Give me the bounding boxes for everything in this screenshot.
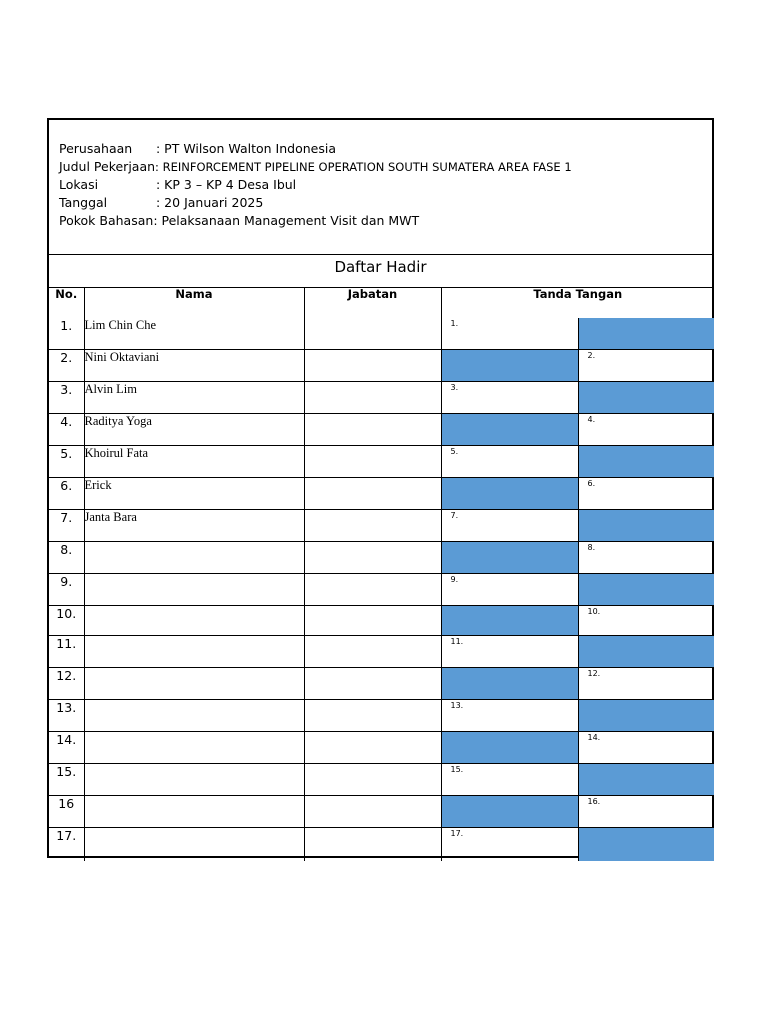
table-row xyxy=(49,445,714,477)
attendee-name: Janta Bara xyxy=(84,509,304,541)
signature-shaded-cell xyxy=(441,605,578,635)
table-row xyxy=(49,795,714,827)
header-position: Jabatan xyxy=(304,287,441,318)
attendee-position xyxy=(304,413,441,445)
signature-shaded-cell xyxy=(578,763,714,795)
signature-number: 7. xyxy=(450,510,459,520)
attendee-name: Nini Oktaviani xyxy=(84,349,304,381)
table-row xyxy=(49,667,714,699)
table-row xyxy=(49,318,714,349)
attendee-name xyxy=(84,795,304,827)
table-row xyxy=(49,573,714,605)
signature-shaded-cell xyxy=(578,445,714,477)
attendee-name: Khoirul Fata xyxy=(84,445,304,477)
signature-slot xyxy=(578,795,714,827)
signature-shaded-cell xyxy=(441,477,578,509)
row-number: 15. xyxy=(49,763,84,795)
signature-number: 15. xyxy=(450,764,464,774)
signature-number: 1. xyxy=(450,319,459,328)
signature-number: 14. xyxy=(587,732,601,742)
signature-shaded-cell xyxy=(578,573,714,605)
attendee-position xyxy=(304,381,441,413)
table-row xyxy=(49,541,714,573)
header-signature: Tanda Tangan xyxy=(441,287,714,318)
signature-number: 8. xyxy=(587,542,596,552)
attendee-name xyxy=(84,541,304,573)
table-row xyxy=(49,635,714,667)
signature-number: 13. xyxy=(450,700,464,710)
signature-slot xyxy=(578,349,714,381)
signature-shaded-cell xyxy=(441,349,578,381)
signature-number: 4. xyxy=(587,414,596,424)
row-number: 17. xyxy=(49,827,84,861)
signature-shaded-cell xyxy=(578,827,714,861)
row-number: 2. xyxy=(49,349,84,381)
row-number: 4. xyxy=(49,413,84,445)
signature-number: 6. xyxy=(587,478,596,488)
job-row xyxy=(59,158,712,176)
attendee-name xyxy=(84,605,304,635)
topic-row xyxy=(59,212,712,230)
signature-slot xyxy=(441,445,578,477)
signature-number: 10. xyxy=(587,606,601,616)
attendee-name xyxy=(84,573,304,605)
date-row xyxy=(59,194,712,212)
signature-slot xyxy=(578,605,714,635)
table-row xyxy=(49,509,714,541)
header-name: Nama xyxy=(84,287,304,318)
row-number: 13. xyxy=(49,699,84,731)
attendee-position xyxy=(304,827,441,861)
signature-slot xyxy=(578,731,714,763)
header-no: No. xyxy=(49,287,84,318)
attendee-name: Erick xyxy=(84,477,304,509)
topic-label: Pokok Bahasan xyxy=(59,213,154,228)
signature-number: 16. xyxy=(587,796,601,806)
signature-slot xyxy=(441,573,578,605)
meeting-info xyxy=(49,120,712,255)
row-number: 12. xyxy=(49,667,84,699)
attendee-name: Raditya Yoga xyxy=(84,413,304,445)
attendee-position xyxy=(304,763,441,795)
attendee-position xyxy=(304,795,441,827)
attendee-name: Alvin Lim xyxy=(84,381,304,413)
signature-shaded-cell xyxy=(441,795,578,827)
row-number: 1. xyxy=(49,318,84,349)
table-row xyxy=(49,477,714,509)
attendee-name xyxy=(84,635,304,667)
row-number: 9. xyxy=(49,573,84,605)
location-value: : KP 3 – KP 4 Desa Ibul xyxy=(156,177,297,192)
signature-shaded-cell xyxy=(441,667,578,699)
signature-shaded-cell xyxy=(578,318,714,349)
attendee-position xyxy=(304,605,441,635)
table-row xyxy=(49,827,714,861)
attendee-position xyxy=(304,635,441,667)
row-number: 16 xyxy=(49,795,84,827)
signature-number: 5. xyxy=(450,446,459,456)
attendance-sheet xyxy=(47,118,714,858)
table-row xyxy=(49,731,714,763)
signature-shaded-cell xyxy=(441,731,578,763)
row-number: 10. xyxy=(49,605,84,635)
row-number: 3. xyxy=(49,381,84,413)
signature-shaded-cell xyxy=(578,509,714,541)
attendee-name xyxy=(84,699,304,731)
signature-slot xyxy=(578,477,714,509)
row-number: 14. xyxy=(49,731,84,763)
table-row xyxy=(49,381,714,413)
row-number: 8. xyxy=(49,541,84,573)
signature-number: 17. xyxy=(450,828,464,838)
attendee-position xyxy=(304,445,441,477)
attendee-name xyxy=(84,763,304,795)
signature-slot xyxy=(441,509,578,541)
attendee-name xyxy=(84,827,304,861)
table-row xyxy=(49,349,714,381)
attendee-position xyxy=(304,731,441,763)
location-label: Lokasi xyxy=(59,177,99,192)
date-value: : 20 Januari 2025 xyxy=(156,195,264,210)
attendee-position xyxy=(304,318,441,349)
attendee-position xyxy=(304,541,441,573)
signature-slot xyxy=(441,635,578,667)
row-number: 5. xyxy=(49,445,84,477)
attendee-position xyxy=(304,477,441,509)
signature-slot xyxy=(578,413,714,445)
signature-number: 2. xyxy=(587,350,596,360)
signature-slot xyxy=(578,541,714,573)
topic-value: : Pelaksanaan Management Visit dan MWT xyxy=(153,213,420,228)
attendee-position xyxy=(304,573,441,605)
attendee-position xyxy=(304,349,441,381)
attendee-position xyxy=(304,667,441,699)
attendance-table xyxy=(49,287,714,861)
location-row xyxy=(59,176,712,194)
attendance-rows xyxy=(49,318,714,861)
signature-slot xyxy=(441,381,578,413)
attendee-position xyxy=(304,509,441,541)
signature-slot xyxy=(441,763,578,795)
row-number: 7. xyxy=(49,509,84,541)
signature-number: 3. xyxy=(450,382,459,392)
signature-shaded-cell xyxy=(578,381,714,413)
attendee-position xyxy=(304,699,441,731)
job-label: Judul Pekerjaan xyxy=(59,159,156,174)
signature-shaded-cell xyxy=(578,635,714,667)
table-row xyxy=(49,699,714,731)
table-header-row xyxy=(49,287,714,318)
signature-slot xyxy=(441,827,578,861)
signature-shaded-cell xyxy=(578,699,714,731)
row-number: 11. xyxy=(49,635,84,667)
signature-number: 11. xyxy=(450,636,464,646)
company-row xyxy=(59,140,712,158)
table-row xyxy=(49,605,714,635)
attendee-name: Lim Chin Che xyxy=(84,318,304,349)
signature-slot xyxy=(578,667,714,699)
attendee-name xyxy=(84,667,304,699)
signature-shaded-cell xyxy=(441,413,578,445)
sheet-title: Daftar Hadir xyxy=(49,255,712,288)
table-row xyxy=(49,413,714,445)
table-row xyxy=(49,763,714,795)
date-label: Tanggal xyxy=(59,195,108,210)
attendee-name xyxy=(84,731,304,763)
company-label: Perusahaan xyxy=(59,141,133,156)
company-value: : PT Wilson Walton Indonesia xyxy=(156,141,337,156)
row-number: 6. xyxy=(49,477,84,509)
signature-slot xyxy=(441,318,578,349)
signature-shaded-cell xyxy=(441,541,578,573)
signature-number: 9. xyxy=(450,574,459,584)
signature-number: 12. xyxy=(587,668,601,678)
job-value: : REINFORCEMENT PIPELINE OPERATION SOUTH SUMATERA AREA FASE 1 xyxy=(155,160,572,174)
signature-slot xyxy=(441,699,578,731)
